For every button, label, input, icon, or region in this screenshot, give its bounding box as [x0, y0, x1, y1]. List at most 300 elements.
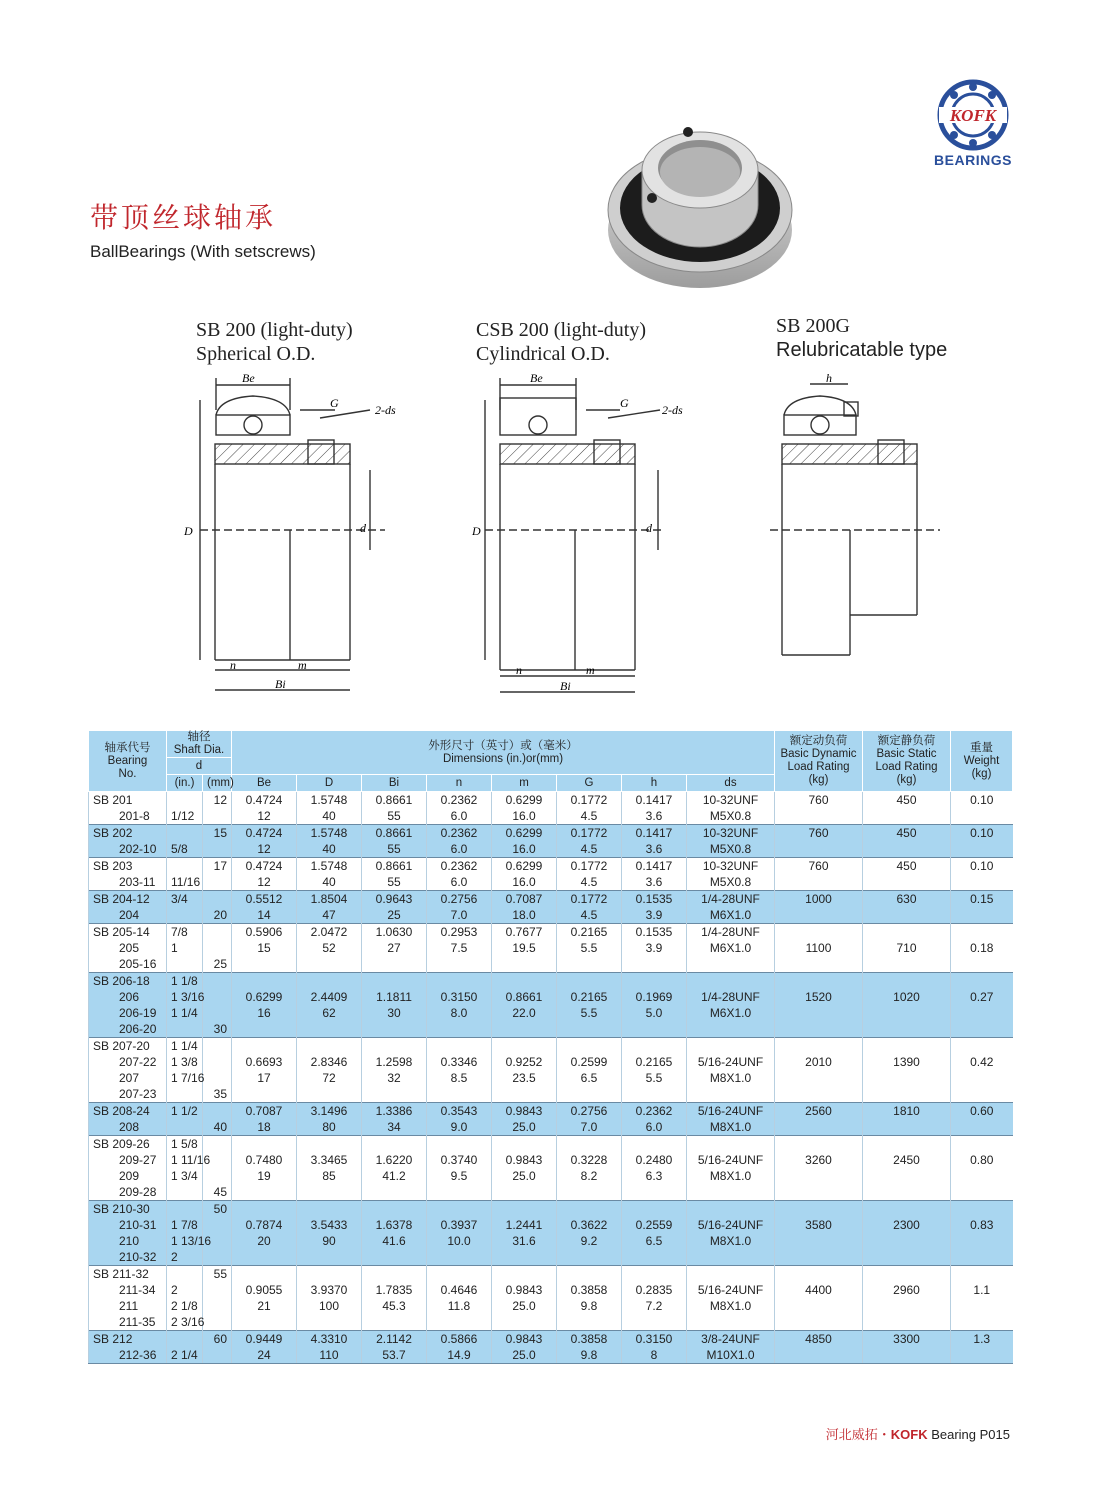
table-cell: 3.6	[622, 808, 687, 825]
table-cell	[203, 874, 232, 891]
table-cell: 1 5/8	[167, 1136, 203, 1153]
table-cell	[362, 1038, 427, 1055]
table-cell: 3260	[775, 1152, 863, 1168]
table-cell	[167, 825, 203, 842]
table-cell	[203, 1298, 232, 1314]
table-cell: 204	[89, 907, 167, 924]
table-cell	[687, 1314, 775, 1331]
table-row	[89, 1217, 1013, 1233]
table-row	[89, 808, 1013, 825]
table-cell	[775, 1021, 863, 1038]
table-cell: 6.5	[557, 1070, 622, 1086]
header-in: (in.)	[167, 775, 203, 792]
table-cell: 8.5	[427, 1070, 492, 1086]
table-cell: 0.9843	[492, 1152, 557, 1168]
table-cell: 0.5866	[427, 1331, 492, 1348]
table-cell	[362, 1249, 427, 1266]
table-cell: 1.3386	[362, 1103, 427, 1120]
table-cell	[232, 1184, 297, 1201]
table-cell: 25.0	[492, 1168, 557, 1184]
table-cell	[297, 1086, 362, 1103]
table-cell: 7.0	[427, 907, 492, 924]
table-row	[89, 1331, 1013, 1348]
table-cell	[167, 1266, 203, 1283]
header-dimensions: 外形尺寸（英寸）或（毫米） Dimensions (in.)or(mm)	[232, 731, 775, 775]
table-cell	[427, 1314, 492, 1331]
table-cell: 5/16-24UNF	[687, 1054, 775, 1070]
table-cell: 3.9	[622, 907, 687, 924]
table-row	[89, 940, 1013, 956]
table-cell	[557, 956, 622, 973]
table-cell: 1 13/16	[167, 1233, 203, 1249]
table-cell: 0.3740	[427, 1152, 492, 1168]
table-cell	[297, 1021, 362, 1038]
table-cell: M6X1.0	[687, 940, 775, 956]
table-cell: 8	[622, 1347, 687, 1364]
page-title-en: BallBearings (With setscrews)	[90, 242, 316, 261]
table-cell: M8X1.0	[687, 1070, 775, 1086]
table-cell: 211-35	[89, 1314, 167, 1331]
table-cell: SB 202	[89, 825, 167, 842]
table-cell	[427, 1266, 492, 1283]
table-cell: 1 11/16	[167, 1152, 203, 1168]
table-cell	[951, 973, 1013, 990]
header-h: h	[622, 775, 687, 792]
table-cell: 0.9252	[492, 1054, 557, 1070]
spec-table-body	[89, 792, 1013, 1364]
table-cell	[557, 1086, 622, 1103]
table-cell	[775, 1201, 863, 1218]
label-m: m	[298, 658, 307, 672]
table-cell: 760	[775, 858, 863, 875]
table-cell	[951, 841, 1013, 858]
table-cell: 19	[232, 1168, 297, 1184]
table-cell: 3/8-24UNF	[687, 1331, 775, 1348]
table-cell: 0.2362	[622, 1103, 687, 1120]
table-cell	[863, 1119, 951, 1136]
table-cell: 1 7/16	[167, 1070, 203, 1086]
table-cell: 12	[232, 874, 297, 891]
table-row	[89, 1314, 1013, 1331]
table-cell: 4.3310	[297, 1331, 362, 1348]
footer-page: Bearing P015	[927, 1427, 1010, 1442]
table-cell	[362, 956, 427, 973]
table-cell	[362, 1136, 427, 1153]
table-cell: 10-32UNF	[687, 825, 775, 842]
table-cell	[427, 1201, 492, 1218]
table-cell: 2 1/4	[167, 1347, 203, 1364]
table-cell	[622, 973, 687, 990]
table-cell: 210-31	[89, 1217, 167, 1233]
table-cell	[687, 1038, 775, 1055]
table-cell: SB 206-18	[89, 973, 167, 990]
table-cell: 85	[297, 1168, 362, 1184]
table-cell	[775, 1249, 863, 1266]
table-cell	[951, 1201, 1013, 1218]
table-cell: 0.7087	[232, 1103, 297, 1120]
table-cell: 2.1142	[362, 1331, 427, 1348]
table-cell: 6.0	[427, 841, 492, 858]
table-cell: 55	[362, 874, 427, 891]
table-row	[89, 1021, 1013, 1038]
table-cell: 100	[297, 1298, 362, 1314]
table-cell: 4400	[775, 1282, 863, 1298]
table-cell: 1.2441	[492, 1217, 557, 1233]
table-cell	[492, 1201, 557, 1218]
table-cell: 40	[297, 874, 362, 891]
table-cell: 80	[297, 1119, 362, 1136]
table-cell: 1000	[775, 891, 863, 908]
header-dynamic-load: 额定动负荷 Basic Dynamic Load Rating (kg)	[775, 731, 863, 792]
table-cell	[427, 1038, 492, 1055]
table-cell: 210	[89, 1233, 167, 1249]
table-cell: 0.2362	[427, 792, 492, 809]
header-g: G	[557, 775, 622, 792]
table-cell: 0.6299	[492, 792, 557, 809]
table-cell: 21	[232, 1298, 297, 1314]
table-cell: M8X1.0	[687, 1233, 775, 1249]
table-cell	[863, 1021, 951, 1038]
table-cell	[951, 1021, 1013, 1038]
table-cell: 110	[297, 1347, 362, 1364]
table-cell	[167, 1086, 203, 1103]
table-cell	[951, 956, 1013, 973]
table-cell	[167, 1184, 203, 1201]
table-cell: 206-19	[89, 1005, 167, 1021]
table-cell: 208	[89, 1119, 167, 1136]
table-cell	[203, 1005, 232, 1021]
diagram-3-subtitle: Relubricatable type	[776, 339, 948, 361]
table-cell: 0.42	[951, 1054, 1013, 1070]
table-cell	[557, 1201, 622, 1218]
table-cell	[492, 973, 557, 990]
table-cell: 3.5433	[297, 1217, 362, 1233]
table-cell	[951, 808, 1013, 825]
table-cell	[775, 1233, 863, 1249]
table-row	[89, 825, 1013, 842]
table-row	[89, 1298, 1013, 1314]
table-cell	[775, 1086, 863, 1103]
table-cell: 3.3465	[297, 1152, 362, 1168]
table-row	[89, 858, 1013, 875]
table-cell: SB 205-14	[89, 924, 167, 941]
table-cell	[557, 1249, 622, 1266]
table-cell	[203, 1038, 232, 1055]
table-cell	[863, 1314, 951, 1331]
table-cell	[622, 1086, 687, 1103]
table-cell	[622, 1184, 687, 1201]
bearing-ring-icon	[936, 78, 1010, 152]
table-row	[89, 841, 1013, 858]
table-cell: 6.0	[427, 808, 492, 825]
table-cell	[167, 1331, 203, 1348]
table-cell: 0.2165	[557, 989, 622, 1005]
table-cell: 2010	[775, 1054, 863, 1070]
table-cell: 8.0	[427, 1005, 492, 1021]
table-row	[89, 1136, 1013, 1153]
table-row	[89, 1347, 1013, 1364]
label-D: D	[472, 524, 481, 538]
table-cell: 1	[167, 940, 203, 956]
table-cell: 19.5	[492, 940, 557, 956]
table-cell	[232, 956, 297, 973]
table-cell: 12	[232, 841, 297, 858]
table-cell: 3.6	[622, 874, 687, 891]
table-cell: 52	[297, 940, 362, 956]
table-cell	[167, 1021, 203, 1038]
table-cell: 0.9449	[232, 1331, 297, 1348]
table-cell: 55	[203, 1266, 232, 1283]
table-cell	[775, 1184, 863, 1201]
table-cell: 10-32UNF	[687, 792, 775, 809]
table-cell: 40	[203, 1119, 232, 1136]
table-cell: SB 204-12	[89, 891, 167, 908]
table-cell: 0.2165	[622, 1054, 687, 1070]
diagram-2-subtitle: Cylindrical O.D.	[476, 343, 610, 365]
table-cell	[297, 1136, 362, 1153]
table-cell: 0.27	[951, 989, 1013, 1005]
table-cell	[557, 973, 622, 990]
header-n: n	[427, 775, 492, 792]
table-cell: 206	[89, 989, 167, 1005]
table-cell	[203, 891, 232, 908]
table-cell	[203, 1103, 232, 1120]
table-row	[89, 1086, 1013, 1103]
table-row	[89, 1282, 1013, 1298]
table-cell: 27	[362, 940, 427, 956]
table-cell: 0.7677	[492, 924, 557, 941]
table-cell: 2960	[863, 1282, 951, 1298]
table-cell	[775, 1168, 863, 1184]
table-cell	[232, 1021, 297, 1038]
table-row	[89, 973, 1013, 990]
table-row	[89, 1005, 1013, 1021]
table-cell: 0.3543	[427, 1103, 492, 1120]
table-cell: 18	[232, 1119, 297, 1136]
label-g: G	[330, 396, 339, 410]
table-cell: 0.18	[951, 940, 1013, 956]
table-cell: 0.2756	[557, 1103, 622, 1120]
table-cell	[951, 1168, 1013, 1184]
table-cell	[687, 956, 775, 973]
table-cell	[362, 973, 427, 990]
table-cell	[427, 1021, 492, 1038]
table-cell: 50	[203, 1201, 232, 1218]
table-row	[89, 1054, 1013, 1070]
table-cell: 45	[203, 1184, 232, 1201]
table-cell: 0.10	[951, 792, 1013, 809]
table-cell: 6.3	[622, 1168, 687, 1184]
table-cell: 0.6693	[232, 1054, 297, 1070]
table-cell	[863, 907, 951, 924]
table-cell: 30	[362, 1005, 427, 1021]
table-cell: 0.8661	[362, 858, 427, 875]
table-cell: 10-32UNF	[687, 858, 775, 875]
table-cell	[951, 874, 1013, 891]
table-row	[89, 1103, 1013, 1120]
table-cell: 30	[203, 1021, 232, 1038]
table-cell	[863, 808, 951, 825]
table-cell: 15	[203, 825, 232, 842]
table-cell: 0.83	[951, 1217, 1013, 1233]
table-cell	[687, 1136, 775, 1153]
table-cell	[203, 1314, 232, 1331]
label-n: n	[230, 658, 236, 672]
table-cell	[297, 1184, 362, 1201]
table-cell: 60	[203, 1331, 232, 1348]
table-cell: 450	[863, 792, 951, 809]
footer-company-cn: 河北威拓・	[825, 1428, 891, 1443]
table-cell: 9.0	[427, 1119, 492, 1136]
table-cell: SB 201	[89, 792, 167, 809]
table-cell	[951, 1314, 1013, 1331]
table-cell	[622, 1038, 687, 1055]
table-cell: 25.0	[492, 1119, 557, 1136]
table-cell	[492, 1086, 557, 1103]
diagram-title-csb200	[476, 318, 646, 366]
table-row	[89, 1266, 1013, 1283]
table-cell: 1.0630	[362, 924, 427, 941]
table-cell: SB 203	[89, 858, 167, 875]
table-cell: 0.9643	[362, 891, 427, 908]
table-cell	[775, 1070, 863, 1086]
table-cell: 1 3/4	[167, 1168, 203, 1184]
table-cell: 47	[297, 907, 362, 924]
table-cell: 0.3937	[427, 1217, 492, 1233]
table-cell	[775, 1298, 863, 1314]
table-cell	[951, 1347, 1013, 1364]
table-cell	[557, 1184, 622, 1201]
table-cell: 31.6	[492, 1233, 557, 1249]
table-cell: M8X1.0	[687, 1168, 775, 1184]
table-cell	[951, 907, 1013, 924]
table-cell	[622, 1021, 687, 1038]
table-cell: 0.7874	[232, 1217, 297, 1233]
table-row	[89, 1038, 1013, 1055]
table-cell: 202-10	[89, 841, 167, 858]
table-cell: M8X1.0	[687, 1119, 775, 1136]
table-cell: 3580	[775, 1217, 863, 1233]
table-cell	[951, 1038, 1013, 1055]
table-cell	[863, 1038, 951, 1055]
table-cell: 0.80	[951, 1152, 1013, 1168]
table-cell	[687, 1249, 775, 1266]
table-cell: 2560	[775, 1103, 863, 1120]
table-cell: M10X1.0	[687, 1347, 775, 1364]
table-row	[89, 924, 1013, 941]
table-cell: 34	[362, 1119, 427, 1136]
table-cell: M5X0.8	[687, 841, 775, 858]
table-cell: 0.8661	[362, 825, 427, 842]
table-cell: 22.0	[492, 1005, 557, 1021]
table-cell	[232, 973, 297, 990]
table-row	[89, 792, 1013, 809]
table-cell	[687, 1184, 775, 1201]
table-cell	[622, 1136, 687, 1153]
page-title-cn: 带顶丝球轴承	[90, 201, 277, 234]
table-cell: 207	[89, 1070, 167, 1086]
table-cell	[297, 1266, 362, 1283]
table-cell: 0.5512	[232, 891, 297, 908]
table-cell	[297, 1314, 362, 1331]
table-cell: 14	[232, 907, 297, 924]
table-cell: 0.60	[951, 1103, 1013, 1120]
table-cell	[427, 1086, 492, 1103]
table-cell: SB 211-32	[89, 1266, 167, 1283]
logo-wordmark: KOFK	[949, 106, 997, 125]
table-cell: 0.1772	[557, 825, 622, 842]
table-cell: 760	[775, 825, 863, 842]
table-cell: 710	[863, 940, 951, 956]
label-m: m	[586, 663, 595, 677]
table-cell: 0.1535	[622, 891, 687, 908]
table-cell: 0.2165	[557, 924, 622, 941]
table-cell: 17	[232, 1070, 297, 1086]
table-cell: 3.9370	[297, 1282, 362, 1298]
table-cell: 5.5	[557, 1005, 622, 1021]
table-cell: 0.4724	[232, 825, 297, 842]
table-cell: 0.1969	[622, 989, 687, 1005]
table-cell: 207-22	[89, 1054, 167, 1070]
table-cell: 53.7	[362, 1347, 427, 1364]
table-cell: 0.1772	[557, 792, 622, 809]
table-cell	[951, 924, 1013, 941]
table-cell	[297, 1038, 362, 1055]
table-cell: 5.5	[622, 1070, 687, 1086]
table-cell	[863, 1086, 951, 1103]
table-cell: 0.2559	[622, 1217, 687, 1233]
table-cell: 1 1/8	[167, 973, 203, 990]
table-cell: 41.2	[362, 1168, 427, 1184]
table-cell	[203, 989, 232, 1005]
table-cell: 0.4724	[232, 858, 297, 875]
table-cell: 2 3/16	[167, 1314, 203, 1331]
table-cell	[232, 1136, 297, 1153]
table-cell: 6.0	[622, 1119, 687, 1136]
table-cell: 2.8346	[297, 1054, 362, 1070]
table-cell: 2	[167, 1282, 203, 1298]
table-cell: 7.2	[622, 1298, 687, 1314]
table-cell: 0.1417	[622, 792, 687, 809]
table-cell: M5X0.8	[687, 874, 775, 891]
table-cell: 0.10	[951, 858, 1013, 875]
table-cell: 1.6220	[362, 1152, 427, 1168]
diagram-title-sb200	[196, 318, 353, 366]
table-cell	[557, 1038, 622, 1055]
table-cell	[297, 1249, 362, 1266]
table-cell	[863, 924, 951, 941]
table-cell: 1810	[863, 1103, 951, 1120]
table-cell: 211-34	[89, 1282, 167, 1298]
table-cell	[492, 956, 557, 973]
table-cell: 0.1417	[622, 825, 687, 842]
table-cell	[492, 1136, 557, 1153]
table-cell	[687, 1201, 775, 1218]
table-cell: 6.5	[622, 1233, 687, 1249]
table-cell	[297, 956, 362, 973]
table-cell: 3.9	[622, 940, 687, 956]
label-h: h	[826, 371, 832, 385]
table-cell	[775, 874, 863, 891]
table-cell: 11.8	[427, 1298, 492, 1314]
table-cell	[951, 1086, 1013, 1103]
table-cell	[232, 1314, 297, 1331]
table-cell: 0.2835	[622, 1282, 687, 1298]
table-cell	[863, 1184, 951, 1201]
table-cell: 8.2	[557, 1168, 622, 1184]
table-cell: 0.5906	[232, 924, 297, 941]
table-cell	[622, 956, 687, 973]
